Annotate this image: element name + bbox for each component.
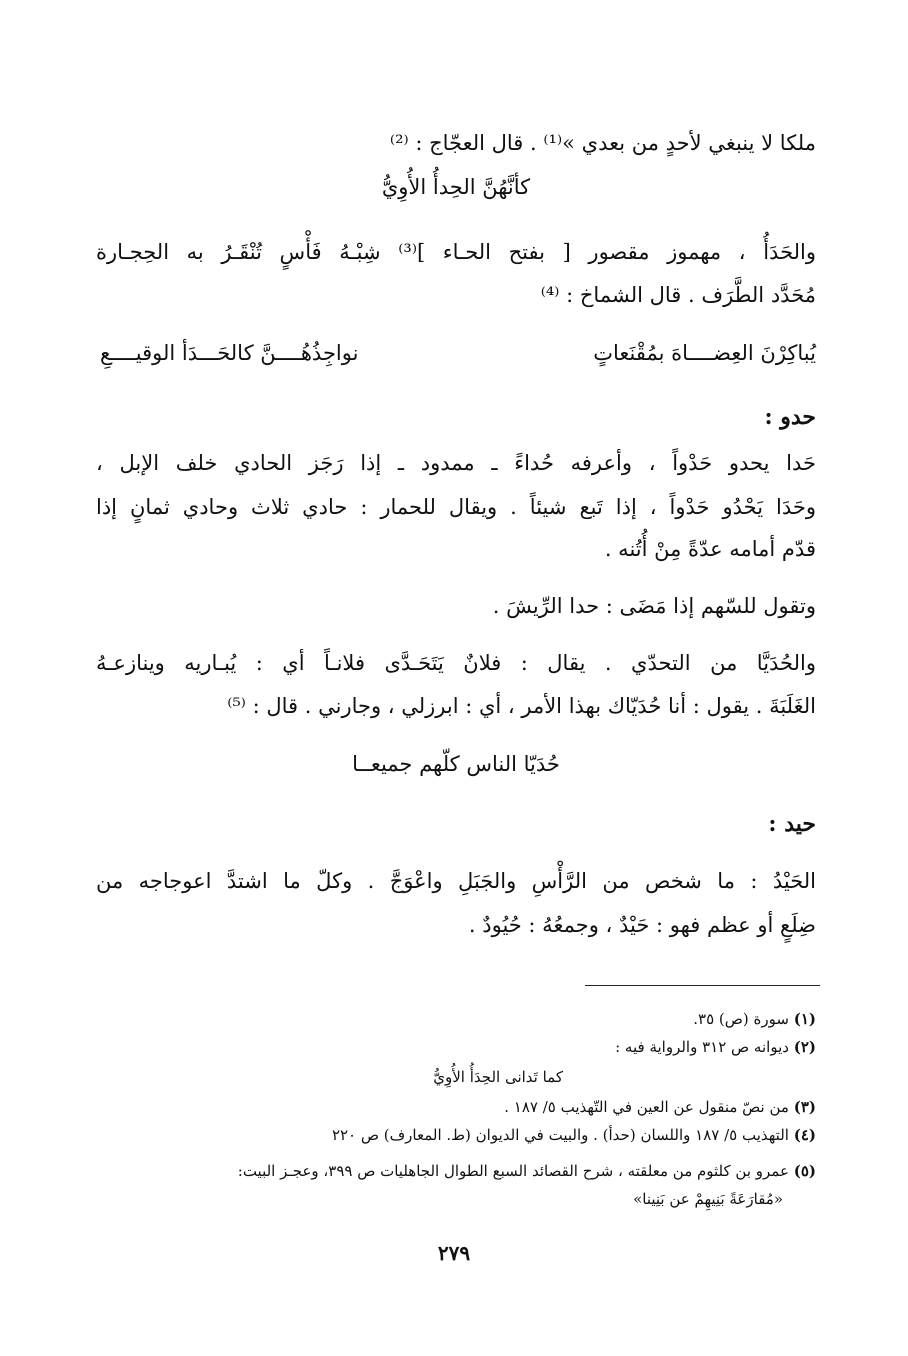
body-line: قدّم أمامه عدّةً مِنْ أُتُنه . (604, 537, 816, 561)
body-line: وتقول للسّهم إذا مَضَى : حدا الرِّيشَ . (492, 594, 816, 618)
footnote-text: ديوانه ص ٣١٢ والرواية فيه : (615, 1038, 789, 1056)
footnote (504, 1096, 816, 1118)
footnote-text: من نصّ منقول عن العين في التّهذيب ٥/ ١٨٧ . (504, 1098, 789, 1116)
footnote-number: (٥) (793, 1162, 816, 1180)
verse-second-hemistich: نواجِذُهُــــنَّ كالحَـــدَأ الوقيــــعِ (100, 341, 359, 365)
entry-heading: حدو : (764, 404, 816, 430)
body-line: الغَلَبَةَ . يقول : أنا حُدَيّاك بهذا الأمر ، أي : ابرزلي ، وجارني . قال : ⁽⁵⁾ (227, 694, 816, 718)
body-line: الحَيْدُ : ما شخص من الرَّأْسِ والجَبَلِ واعْوَجَّ . وكلّ ما اشتدَّ اعوجاجه من (96, 869, 816, 893)
body-line: والحَدَأُ ، مهموز مقصور [ بفتح الحـاء ]⁽³⁾ شِبْـهُ فَأْسٍ تُنْقَـرُ به الحِجـارة (96, 240, 816, 264)
footnote-verse: كما تَدانى الحِدَأُ الأُوِيُّ (433, 1068, 563, 1086)
verse-line: حُدَيّا الناس كلّهم جميعــا (352, 752, 560, 776)
entry-heading: حيد : (768, 811, 816, 837)
footnote-text: سورة (ص) ٣٥. (693, 1010, 789, 1028)
footnote-text: التهذيب ٥/ ١٨٧ واللسان (حدأ) . والبيت في الديوان (ط. المعارف) ص ٢٢٠ (331, 1126, 789, 1144)
body-line: حَدا يحدو حَدْواً ، وأعرفه حُداءً ـ ممدود ـ إذا رَجَز الحادي خلف الإبل ، (96, 451, 816, 475)
page-number: ٢٧٩ (437, 1241, 471, 1265)
verse-line: كأنَّهُنَّ الحِدأُ الأُوِيُّ (381, 175, 531, 199)
footnote-number: (٣) (793, 1098, 816, 1116)
footnote-continuation: «مُقارَعَةً بَنِيهِمْ عن بَنِينا» (633, 1190, 783, 1208)
verse-first-hemistich: يُباكِرْنَ العِضــــاهَ بمُقْنَعاتٍ (593, 341, 816, 365)
body-line: والحُدَيَّا من التحدّي . يقال : فلانٌ يَتَحَـدَّى فلانـاً أي : يُبـاريه وينازعـهُ (96, 651, 816, 675)
footnote (238, 1160, 816, 1182)
footnote-number: (٢) (793, 1038, 816, 1056)
body-line: مُحَدَّد الطَّرَف . قال الشماخ : ⁽⁴⁾ (540, 283, 816, 307)
body-line: ملكا لا ينبغي لأحدٍ من بعدي »⁽¹⁾ . قال العجّاج : ⁽²⁾ (389, 131, 816, 155)
body-line: ضِلَعٍ أو عظم فهو : حَيْدٌ ، وجمعُهُ : حُيُودٌ . (468, 913, 816, 937)
body-line: وحَدَا يَحْدُو حَدْواً ، إذا تَبع شيئاً . ويقال للحمار : حادي ثلاث وحادي ثمانٍ إذا (96, 495, 816, 519)
footnote (615, 1036, 816, 1058)
footnote (332, 1124, 816, 1146)
footnote-number: (١) (793, 1010, 816, 1028)
footnote-number: (٤) (793, 1126, 816, 1144)
footnote-text: عمرو بن كلثوم من معلقته ، شرح القصائد السبع الطوال الجاهليات ص ٣٩٩، وعجـز البيت: (237, 1162, 789, 1180)
footnote-separator (585, 985, 820, 986)
footnote (693, 1008, 816, 1030)
